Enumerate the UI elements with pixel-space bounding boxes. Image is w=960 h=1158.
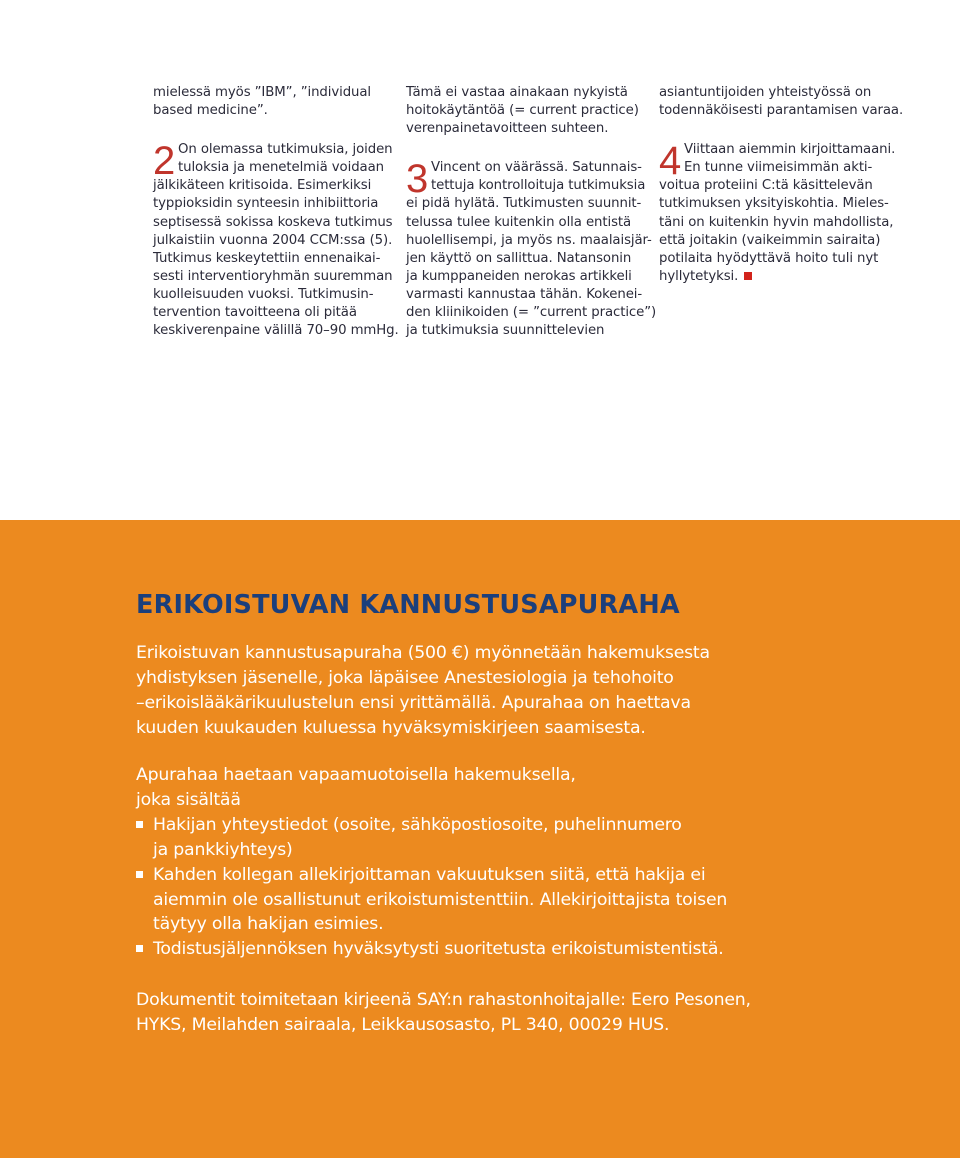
text-line: todennäköisesti parantamisen varaa.	[659, 103, 904, 119]
text-line: tutkimuksen yksityiskohtia. Mieles-	[659, 196, 889, 212]
text-line: hyllytetyksi.	[659, 268, 739, 284]
text-line: telussa tulee kuitenkin olla entistä	[406, 214, 632, 230]
text-line: voitua proteiini C:tä käsittelevän	[659, 178, 873, 194]
numbered-point-4	[659, 141, 901, 286]
text-line: On olemassa tutkimuksia, joiden	[178, 142, 393, 158]
text-line: varmasti kannustaa tähän. Kokenei-	[406, 286, 643, 302]
point-number: 3	[406, 157, 429, 202]
submission-address	[136, 988, 896, 1038]
text-line: kuolleisuuden vuoksi. Tutkimusin-	[153, 286, 374, 302]
square-bullet-icon	[136, 945, 143, 952]
application-requirements	[136, 763, 896, 962]
text-line: Viittaan aiemmin kirjoittamaani.	[684, 142, 896, 158]
column-1-intro	[153, 84, 388, 120]
text-line: Erikoistuvan kannustusapuraha (500 €) myönnetään hakemuksesta	[136, 643, 710, 663]
column-3-intro	[659, 84, 904, 120]
text-line: Tutkimus keskeytettiin ennenaikai-	[153, 250, 381, 266]
text-line: typpioksidin synteesin inhibiittoria	[153, 196, 379, 212]
square-bullet-icon	[136, 871, 143, 878]
article-column-1	[153, 84, 399, 340]
text-line: ja pankkiyhteys)	[153, 839, 293, 860]
text-line: kuuden kuukauden kuluessa hyväksymiskirjeen saamisesta.	[136, 717, 646, 738]
last-text-line	[659, 268, 901, 286]
text-line: Hakijan yhteystiedot (osoite, sähköpostiosoite, puhelinnumero	[153, 814, 682, 835]
text-line: että joitakin (vaikeimmin sairaita)	[659, 232, 881, 248]
text-line: En tunne viimeisimmän akti-	[684, 160, 873, 176]
article-column-3	[659, 84, 904, 286]
numbered-point-3	[406, 157, 657, 340]
text-line: Vincent on väärässä. Satunnais-	[431, 160, 642, 176]
text-line: jälkikäteen kritisoida. Esimerkiksi	[153, 178, 372, 194]
point-number: 4	[659, 139, 682, 184]
end-of-article-square-icon	[744, 272, 752, 280]
text-line: jen käyttö on sallittua. Natansonin	[406, 250, 632, 266]
list-item	[136, 813, 896, 863]
text-line: Kahden kollegan allekirjoittaman vakuutuksen siitä, että hakija ei	[153, 864, 706, 885]
text-line: based medicine”.	[153, 103, 268, 119]
text-line: Todistusjäljennöksen hyväksytysti suoritetusta erikoistumistentistä.	[153, 939, 724, 960]
text-line: Dokumentit toimitetaan kirjeenä SAY:n rahastonhoitajalle: Eero Pesonen,	[136, 990, 751, 1010]
grant-description	[136, 641, 896, 741]
text-line: ja kumppaneiden nerokas artikkeli	[406, 268, 632, 284]
text-line: tervention tavoitteena oli pitää	[153, 305, 357, 321]
text-line: HYKS, Meilahden sairaala, Leikkausosasto, PL 340, 00029 HUS.	[136, 1014, 670, 1035]
text-line: keskiverenpaine välillä 70–90 mmHg.	[153, 323, 399, 339]
text-line: Tämä ei vastaa ainakaan nykyistä	[406, 85, 628, 100]
text-line: täni on kuitenkin hyvin mahdollista,	[659, 214, 894, 230]
list-item	[136, 937, 896, 962]
text-line: –erikoislääkärikuulustelun ensi yrittämällä. Apurahaa on haettava	[136, 692, 691, 713]
text-line: den kliinikoiden (= ”current practice”)	[406, 305, 657, 321]
text-line: huolellisempi, ja myös ns. maalaisjär-	[406, 232, 652, 248]
point-number: 2	[153, 139, 176, 184]
text-line: täytyy olla hakijan esimies.	[153, 914, 384, 935]
text-line: verenpainetavoitteen suhteen.	[406, 121, 609, 137]
text-line: sesti interventioryhmän suuremman	[153, 268, 393, 284]
text-line: Apurahaa haetaan vapaamuotoisella hakemuksella,	[136, 765, 576, 785]
text-line: aiemmin ole osallistunut erikoistumistenttiin. Allekirjoittajista toisen	[153, 889, 728, 910]
grant-title: ERIKOISTUVAN KANNUSTUSAPURAHA	[136, 590, 680, 620]
text-line: potilaita hyödyttävä hoito tuli nyt	[659, 250, 879, 266]
text-line: tettuja kontrolloituja tutkimuksia	[431, 178, 646, 194]
text-line: tuloksia ja menetelmiä voidaan	[178, 160, 384, 176]
text-line: ei pidä hylätä. Tutkimusten suunnit-	[406, 196, 642, 212]
column-2-intro	[406, 84, 644, 138]
text-line: hoitokäytäntöä (= current practice)	[406, 103, 639, 119]
article-column-2	[406, 84, 657, 340]
text-line: joka sisältää	[136, 789, 241, 810]
square-bullet-icon	[136, 821, 143, 828]
text-line: julkaistiin vuonna 2004 CCM:ssa (5).	[153, 232, 393, 248]
text-line: asiantuntijoiden yhteistyössä on	[659, 85, 872, 100]
text-line: ja tutkimuksia suunnittelevien	[406, 323, 605, 339]
text-line: yhdistyksen jäsenelle, joka läpäisee Anestesiologia ja tehohoito	[136, 667, 674, 688]
list-item	[136, 863, 896, 938]
numbered-point-2	[153, 139, 399, 340]
grant-info-box	[0, 520, 960, 1158]
text-line: septisessä sokissa koskeva tutkimus	[153, 214, 393, 230]
text-line: mielessä myös ”IBM”, ”individual	[153, 85, 372, 100]
